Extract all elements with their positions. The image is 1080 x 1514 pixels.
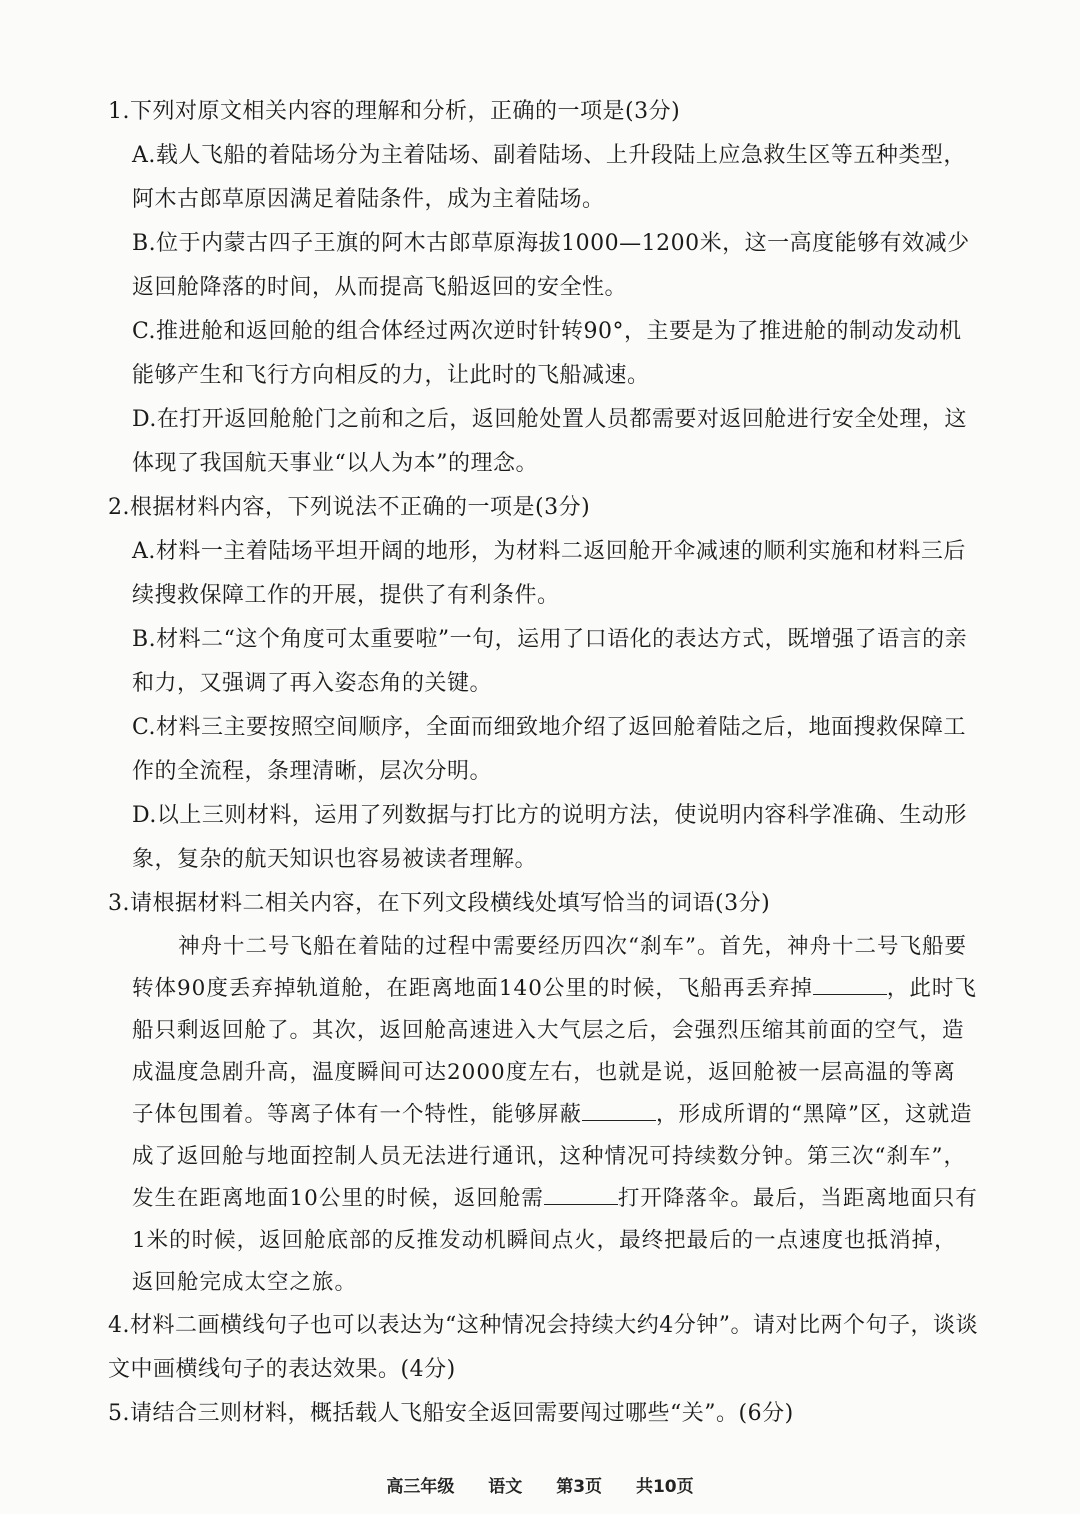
question-3-stem: 3.请根据材料二相关内容，在下列文段横线处填写恰当的词语(3分) [108,891,771,916]
question-1-option-c: C.推进舱和返回舱的组合体经过两次逆时针转90°，主要是为了推进舱的制动发动机能够产生和飞行方向相反的力，让此时的飞船减速。 [132,319,962,388]
question-4-stem: 4.材料二画横线句子也可以表达为“这种情况会持续大约4分钟”。请对比两个句子，谈谈文中画横线句子的表达效果。(4分) [108,1313,978,1382]
passage-text-3: ，形成所谓的“黑障”区，这就造成了返回舱与地面控制人员无法进行通讯，这种情况可持续数分钟。第三次“刹车”，发生在距离地面10公里的时候，返回舱需 [132,1102,973,1211]
footer-subject: 语文 [488,1477,523,1497]
question-2 [108,486,978,882]
question-2-option-b: B.材料二“这个角度可太重要啦”一句，运用了口语化的表达方式，既增强了语言的亲和力，又强调了再入姿态角的关键。 [132,627,968,696]
question-1-option-a: A.载人飞船的着陆场分为主着陆场、副着陆场、上升段陆上应急救生区等五种类型，阿木古郎草原因满足着陆条件，成为主着陆场。 [132,143,966,212]
question-1-option-d: D.在打开返回舱舱门之前和之后，返回舱处置人员都需要对返回舱进行安全处理，这体现了我国航天事业“以人为本”的理念。 [132,407,967,476]
question-4 [108,1304,978,1392]
question-2-option-c: C.材料三主要按照空间顺序，全面而细致地介绍了返回舱着陆之后，地面搜救保障工作的全流程，条理清晰，层次分明。 [132,715,967,784]
fill-blank-1[interactable] [813,976,887,995]
question-5 [108,1392,978,1436]
footer-page-number: 第3页 [556,1477,603,1497]
question-2-option-d: D.以上三则材料，运用了列数据与打比方的说明方法，使说明内容科学准确、生动形象，复杂的航天知识也容易被读者理解。 [132,803,967,872]
fill-blank-2[interactable] [582,1102,656,1121]
footer-grade: 高三年级 [386,1477,455,1497]
question-1-option-b: B.位于内蒙古四子王旗的阿木古郎草原海拔1000—1200米，这一高度能够有效减少返回舱降落的时间，从而提高飞船返回的安全性。 [132,231,970,300]
footer-total-pages: 共10页 [635,1477,694,1497]
passage-text-4: 打开降落伞。最后，当距离地面只有1米的时候，返回舱底部的反推发动机瞬间点火，最终把最后的一点速度也抵消掉，返回舱完成太空之旅。 [132,1186,978,1295]
question-list [108,90,978,1436]
question-5-stem: 5.请结合三则材料，概括载人飞船安全返回需要闯过哪些“关”。(6分) [108,1401,794,1426]
question-2-stem: 2.根据材料内容，下列说法不正确的一项是(3分) [108,495,591,520]
page-footer [0,1472,1080,1497]
fill-blank-3[interactable] [544,1186,618,1205]
question-3-passage [108,926,978,1304]
question-1 [108,90,978,486]
passage-text-1: 神舟十二号飞船在着陆的过程中需要经历四次“刹车”。首先，神舟十二号飞船要转体90度丢弃掉轨道舱，在距离地面140公里的时候，飞船再丢弃掉 [132,934,967,1001]
passage-text-2: ，此时飞船只剩返回舱了。其次，返回舱高速进入大气层之后，会强烈压缩其前面的空气，造成温度急剧升高，温度瞬间可达2000度左右，也就是说，返回舱被一层高温的等离子体包围着。等离子体有一个特性，能够屏蔽 [132,976,977,1127]
question-3 [108,882,978,1304]
question-2-option-a: A.材料一主着陆场平坦开阔的地形，为材料二返回舱开伞减速的顺利实施和材料三后续搜救保障工作的开展，提供了有利条件。 [132,539,966,608]
question-1-stem: 1.下列对原文相关内容的理解和分析，正确的一项是(3分) [108,99,681,124]
